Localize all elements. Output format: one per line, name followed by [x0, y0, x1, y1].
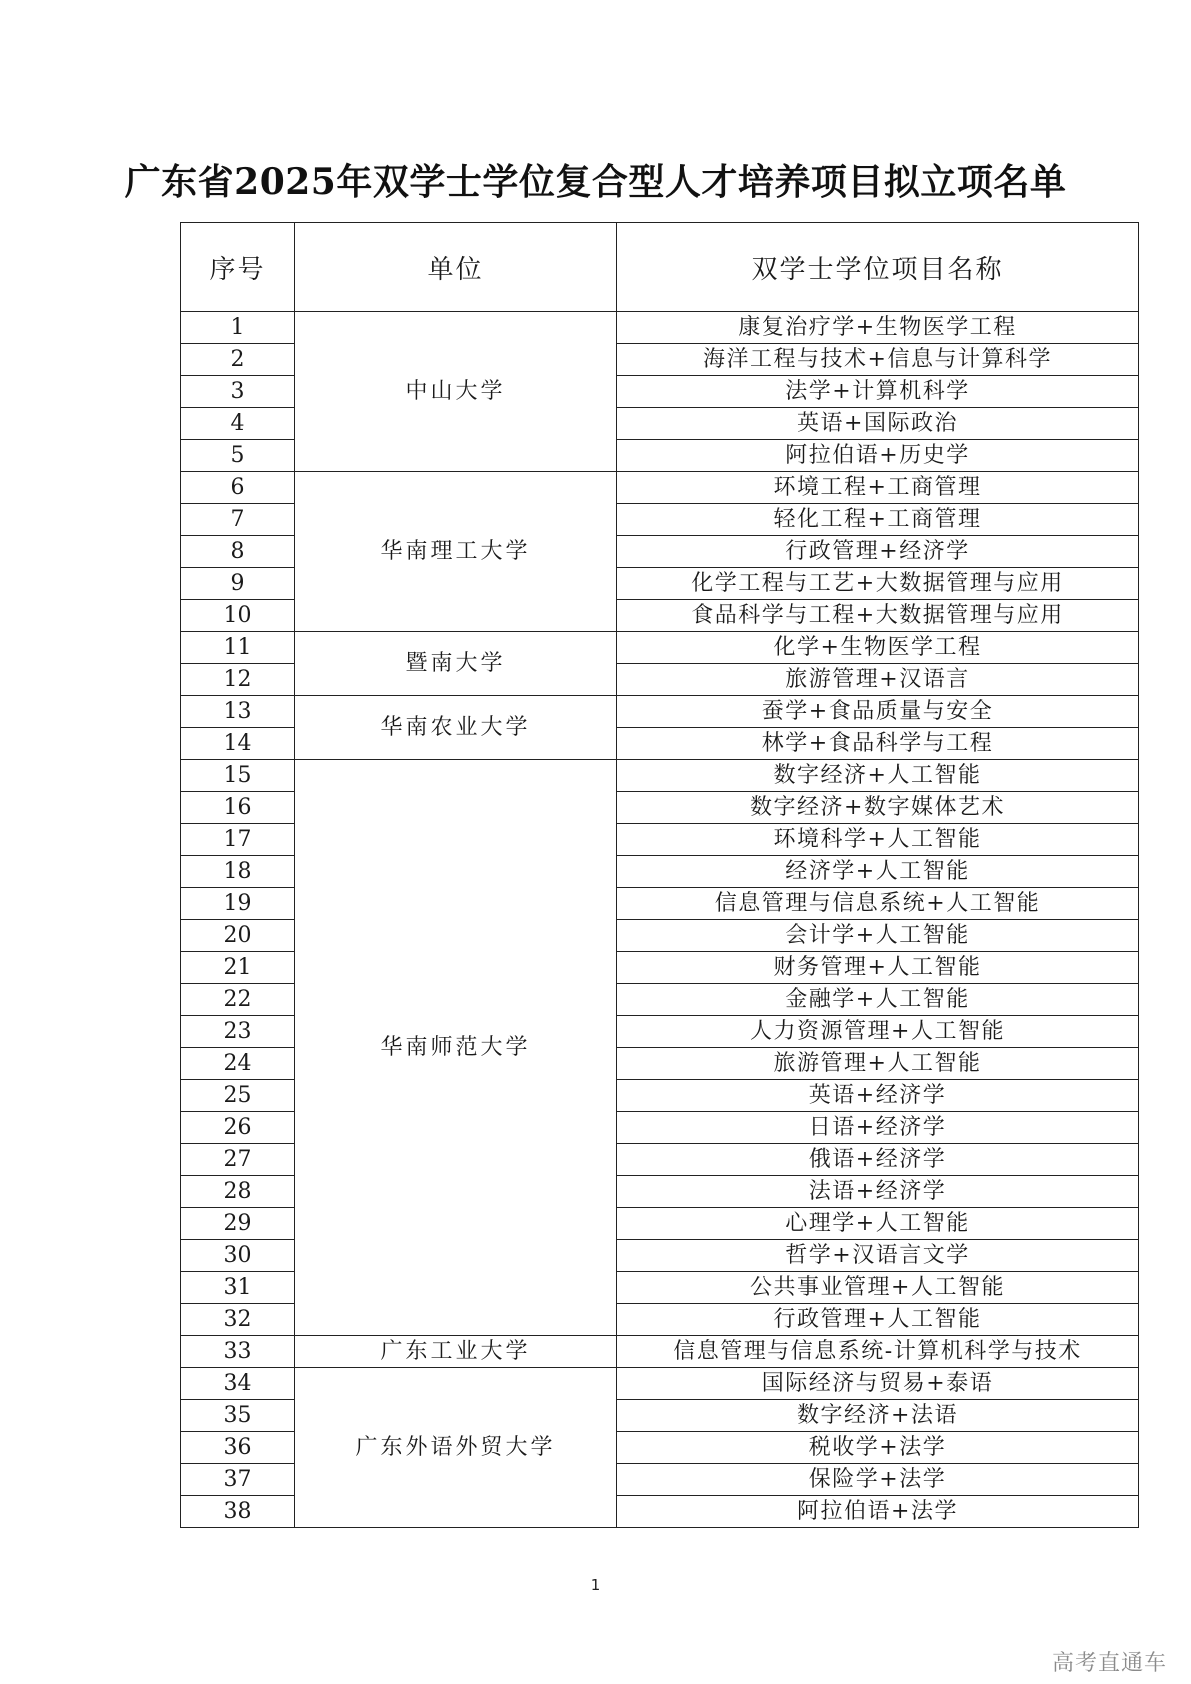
project-name: 蚕学+食品质量与安全	[617, 696, 1139, 728]
project-name: 哲学+汉语言文学	[617, 1240, 1139, 1272]
project-name: 日语+经济学	[617, 1112, 1139, 1144]
row-index: 21	[181, 952, 295, 984]
project-name: 会计学+人工智能	[617, 920, 1139, 952]
project-name: 公共事业管理+人工智能	[617, 1272, 1139, 1304]
project-name: 俄语+经济学	[617, 1144, 1139, 1176]
row-index: 26	[181, 1112, 295, 1144]
row-index: 27	[181, 1144, 295, 1176]
row-index: 29	[181, 1208, 295, 1240]
watermark-text: 高考直通车	[1051, 1651, 1167, 1676]
project-name: 环境工程+工商管理	[617, 472, 1139, 504]
project-name: 食品科学与工程+大数据管理与应用	[617, 600, 1139, 632]
row-index: 4	[181, 408, 295, 440]
project-name: 法语+经济学	[617, 1176, 1139, 1208]
unit-cell: 广东外语外贸大学	[295, 1368, 617, 1528]
row-index: 31	[181, 1272, 295, 1304]
row-index: 34	[181, 1368, 295, 1400]
row-index: 14	[181, 728, 295, 760]
project-name: 阿拉伯语+历史学	[617, 440, 1139, 472]
header-index: 序号	[181, 223, 295, 312]
project-name: 阿拉伯语+法学	[617, 1496, 1139, 1528]
row-index: 19	[181, 888, 295, 920]
table-row	[181, 632, 1139, 664]
row-index: 20	[181, 920, 295, 952]
row-index: 8	[181, 536, 295, 568]
row-index: 32	[181, 1304, 295, 1336]
project-name: 行政管理+人工智能	[617, 1304, 1139, 1336]
project-name: 化学+生物医学工程	[617, 632, 1139, 664]
project-name: 税收学+法学	[617, 1432, 1139, 1464]
row-index: 38	[181, 1496, 295, 1528]
table-row	[181, 696, 1139, 728]
unit-cell: 华南理工大学	[295, 472, 617, 632]
unit-cell: 暨南大学	[295, 632, 617, 696]
unit-cell: 华南农业大学	[295, 696, 617, 760]
row-index: 35	[181, 1400, 295, 1432]
project-name: 旅游管理+汉语言	[617, 664, 1139, 696]
unit-cell: 广东工业大学	[295, 1336, 617, 1368]
table-row	[181, 1336, 1139, 1368]
project-name: 英语+经济学	[617, 1080, 1139, 1112]
project-name: 国际经济与贸易+泰语	[617, 1368, 1139, 1400]
unit-cell: 中山大学	[295, 312, 617, 472]
project-name: 金融学+人工智能	[617, 984, 1139, 1016]
project-name: 经济学+人工智能	[617, 856, 1139, 888]
table-row	[181, 1368, 1139, 1400]
project-table	[180, 222, 1139, 1528]
row-index: 36	[181, 1432, 295, 1464]
table-row	[181, 472, 1139, 504]
row-index: 6	[181, 472, 295, 504]
row-index: 25	[181, 1080, 295, 1112]
project-name: 法学+计算机科学	[617, 376, 1139, 408]
project-name: 康复治疗学+生物医学工程	[617, 312, 1139, 344]
project-name: 信息管理与信息系统+人工智能	[617, 888, 1139, 920]
project-name: 海洋工程与技术+信息与计算科学	[617, 344, 1139, 376]
row-index: 23	[181, 1016, 295, 1048]
row-index: 12	[181, 664, 295, 696]
row-index: 17	[181, 824, 295, 856]
row-index: 3	[181, 376, 295, 408]
row-index: 7	[181, 504, 295, 536]
project-name: 心理学+人工智能	[617, 1208, 1139, 1240]
project-name: 数字经济+数字媒体艺术	[617, 792, 1139, 824]
project-name: 化学工程与工艺+大数据管理与应用	[617, 568, 1139, 600]
row-index: 11	[181, 632, 295, 664]
row-index: 18	[181, 856, 295, 888]
row-index: 30	[181, 1240, 295, 1272]
project-name: 保险学+法学	[617, 1464, 1139, 1496]
row-index: 9	[181, 568, 295, 600]
unit-cell: 华南师范大学	[295, 760, 617, 1336]
project-name: 数字经济+人工智能	[617, 760, 1139, 792]
project-name: 林学+食品科学与工程	[617, 728, 1139, 760]
row-index: 1	[181, 312, 295, 344]
project-name: 行政管理+经济学	[617, 536, 1139, 568]
project-name: 环境科学+人工智能	[617, 824, 1139, 856]
project-name: 轻化工程+工商管理	[617, 504, 1139, 536]
table-header-row	[181, 223, 1139, 312]
project-name: 财务管理+人工智能	[617, 952, 1139, 984]
table-row	[181, 312, 1139, 344]
header-project-name: 双学士学位项目名称	[617, 223, 1139, 312]
row-index: 22	[181, 984, 295, 1016]
row-index: 33	[181, 1336, 295, 1368]
page-title: 广东省2025年双学士学位复合型人才培养项目拟立项名单	[124, 161, 1067, 203]
row-index: 5	[181, 440, 295, 472]
header-unit: 单位	[295, 223, 617, 312]
row-index: 10	[181, 600, 295, 632]
table-row	[181, 760, 1139, 792]
row-index: 2	[181, 344, 295, 376]
project-name: 信息管理与信息系统-计算机科学与技术	[617, 1336, 1139, 1368]
row-index: 28	[181, 1176, 295, 1208]
project-name: 英语+国际政治	[617, 408, 1139, 440]
row-index: 15	[181, 760, 295, 792]
row-index: 37	[181, 1464, 295, 1496]
row-index: 13	[181, 696, 295, 728]
project-name: 旅游管理+人工智能	[617, 1048, 1139, 1080]
project-name: 人力资源管理+人工智能	[617, 1016, 1139, 1048]
page-number: 1	[590, 1576, 601, 1594]
project-name: 数字经济+法语	[617, 1400, 1139, 1432]
row-index: 16	[181, 792, 295, 824]
row-index: 24	[181, 1048, 295, 1080]
